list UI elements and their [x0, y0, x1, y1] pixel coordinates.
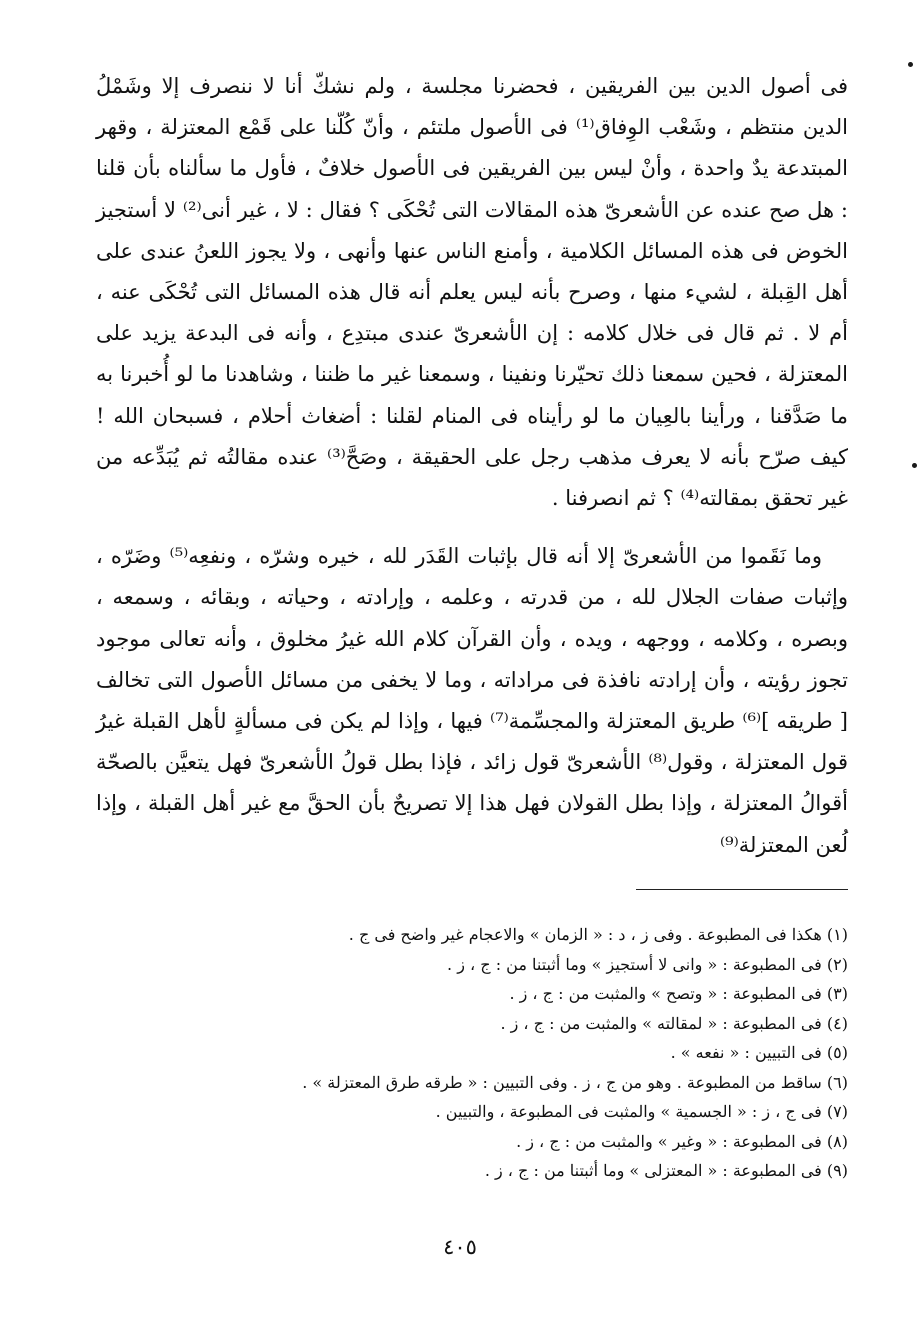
footnote: (٢) فى المطبوعة : « وانى لا أستجيز » وما أثبتنا من : ج ، ز . — [447, 954, 848, 974]
page-number: ٤٠٥ — [443, 1235, 477, 1259]
footnote-separator — [636, 889, 848, 890]
footnote: (٨) فى المطبوعة : « وغير » والمثبت من : ج ، ز . — [516, 1131, 848, 1151]
footnote: (٤) فى المطبوعة : « لمقالته » والمثبت من : ج ، ز . — [500, 1013, 848, 1033]
footnotes-list — [180, 920, 848, 1186]
footnote: (١) هكذا فى المطبوعة . وفى ز ، د : « الزمان » والاعجام غير واضح فى ج . — [348, 925, 848, 944]
body-paragraph: فى أصول الدين بين الفريقين ، فحضرنا مجلسة ، ولم نشكّ أنا لا ننصرف إلا وشَمْلُ الدين منتظم ، وشَعْب الوِفاق⁽¹⁾ فى الأصول ملتئم ، وأنّ كُلّنا على قَمْع المعتزلة ، وقهر المبتدعة يدٌ واحدة ، وأنْ ليس بين الفريقين فى الأصول خلافٌ ، فأول ما سألناه بأن قلنا : هل صح عنده عن الأشعرىّ هذه المقالات التى تُحْكَى ؟ فقال : لا ، غير أنى⁽²⁾ لا أستجيز الخوض فى هذه المسائل الكلامية ، وأمنع الناس عنها وأنهى ، ولا يجوز اللعنُ عندى على أهل القِبلة ، لشيء منها ، وصرح بأنه ليس يعلم أنه قال هذه المسائل التى تُحْكَى عنه ، أم لا . ثم قال فى خلال كلامه : إن الأشعرىّ عندى مبتدِع ، وأنه فى البدعة يزيد على المعتزلة ، فحين سمعنا ذلك تحيّرنا ونفينا ، وسمعنا غير ما ظننا ، وشاهدنا ما لو أُخبرنا به ما صَدَّقنا ، ورأينا بالعِيان ما لو رأيناه فى المنام لقلنا : أضغاث أحلام ، فسبحان الله ! كيف صرّح بأنه لا يعرف مذهب رجل على الحقيقة ، وصَحَّ⁽³⁾ عنده مقالتُه ثم يُبَدِّعه من غير تحقق بمقالته⁽⁴⁾ ؟ ثم انصرفنا . — [96, 74, 849, 511]
body-paragraph: وما نَقَموا من الأشعرىّ إلا أنه قال بإثبات القَدَر لله ، خيره وشرّه ، ونفعِه⁽⁵⁾ وضَرّه ، وإثبات صفات الجلال لله ، من قدرته ، وعلمه ، وإرادته ، وحياته ، وبقائه ، وسمعه ، وبصره ، وكلامه ، ووجهه ، ويده ، وأن القرآن كلام الله غيرُ مخلوق ، وأنه تعالى موجود تجوز رؤيته ، وأن إرادته نافذة فى مراداته ، وما لا يخفى من مسائل الأصول التى تخالف [ طريقه ]⁽⁶⁾ طريق المعتزلة والمجسِّمة⁽⁷⁾ فيها ، وإذا لم يكن فى مسألةٍ لأهل القبلة غيرُ قول المعتزلة ، وقول⁽⁸⁾ الأشعرىّ قول زائد ، فإذا بطل قولُ الأشعرىّ فهل يتعيَّن بالصحّة أقوالُ المعتزلة ، وإذا بطل القولان فهل هذا إلا تصريحٌ بأن الحقَّ مع غير أهل القبلة ، وإذا لُعن المعتزلة⁽⁹⁾ — [96, 544, 848, 857]
footnote: (٦) ساقط من المطبوعة . وهو من ج ، ز . وفى التبيين : « طرقه طرق المعتزلة » . — [302, 1072, 848, 1092]
footnote: (٥) فى التبيين : « نفعه » . — [670, 1043, 848, 1062]
scan-speck — [912, 463, 917, 468]
main-text — [96, 66, 848, 866]
scan-speck — [908, 62, 913, 67]
footnote: (٧) فى ج ، ز : « الجسمية » والمثبت فى المطبوعة ، والتبيين . — [435, 1102, 848, 1121]
footnote: (٩) فى المطبوعة : « المعتزلى » وما أثبتنا من : ج ، ز . — [484, 1161, 848, 1180]
footnote: (٣) فى المطبوعة : « وتصح » والمثبت من : ج ، ز . — [509, 984, 848, 1003]
